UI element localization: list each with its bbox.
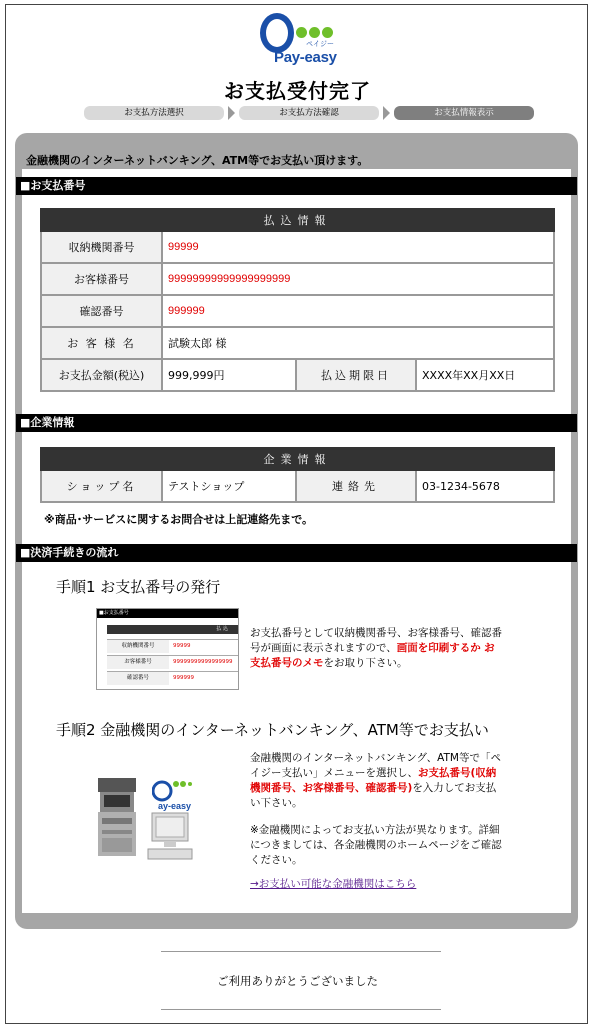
step2-title: 手順2 金融機関のインターネットバンキング、ATM等でお支払い	[56, 721, 489, 739]
value-institution-number: 99999	[162, 231, 554, 263]
thumb-bar: ■お支払番号	[97, 609, 238, 618]
step-select-method: お支払方法選択	[84, 106, 224, 120]
step2-desc-text: を入力してお支払い下さい。	[250, 782, 497, 809]
intro-text: 金融機関のインターネットバンキング、ATM等でお支払い頂けます。	[26, 154, 369, 167]
value-deadline: XXXX年XX月XX日	[416, 359, 554, 391]
value-customer-name: 試験太郎 様	[162, 327, 554, 359]
section-bar-payment-number: ■お支払番号	[16, 177, 577, 195]
logo-p-mark	[260, 13, 294, 53]
step1-desc-text: をお取り下さい。	[323, 657, 408, 669]
svg-text:ay-easy: ay-easy	[158, 801, 192, 811]
page-title: お支払受付完了	[224, 79, 371, 103]
pay-easy-logo	[258, 11, 338, 69]
label-customer-name: お 客 様 名	[41, 327, 162, 359]
progress-steps	[84, 106, 534, 122]
label-institution-number: 収納機関番号	[41, 231, 162, 263]
logo-dot	[309, 27, 320, 38]
logo-sub: ペイジー	[306, 40, 334, 48]
step1-desc-text: お支払番号として収納機関番号、お客様番号、確認番号が画面に表示されますので、	[250, 627, 502, 654]
thumb-head: 払 込	[107, 625, 238, 634]
payment-info-table	[40, 208, 555, 392]
step1-description	[250, 626, 505, 671]
table-row	[41, 470, 554, 502]
table-title: 企業情報	[41, 448, 554, 470]
step1-desc-red: 画面を印刷するか	[396, 642, 481, 654]
step2-description	[250, 751, 505, 811]
logo-text: Pay-easy	[274, 49, 337, 66]
supported-banks-link[interactable]: →お支払い可能な金融機関はこちら	[250, 878, 417, 890]
atm-icon	[96, 778, 138, 856]
label-contact: 連絡先	[296, 470, 416, 502]
thanks-message: ご利用ありがとうございました	[217, 974, 378, 988]
computer-icon	[146, 811, 194, 861]
table-row	[41, 327, 554, 359]
page-frame	[5, 4, 588, 1024]
table-row	[41, 231, 554, 263]
section-bar-company: ■企業情報	[16, 414, 577, 432]
thumb-label: お客様番号	[107, 656, 169, 669]
table-row	[41, 263, 554, 295]
thumb-label: 確認番号	[107, 672, 169, 685]
label-shop-name: ショップ名	[41, 470, 162, 502]
step1-desc-red: お支払番号のメモ	[250, 642, 495, 669]
value-customer-number: 99999999999999999999	[162, 263, 554, 295]
footer-divider	[161, 951, 441, 952]
thumb-label: 収納機関番号	[107, 640, 169, 653]
table-row	[41, 359, 554, 391]
value-contact: 03-1234-5678	[416, 470, 554, 502]
logo-dot	[322, 27, 333, 38]
inquiry-note: ※商品･サービスに関するお問合せは上記連絡先まで。	[44, 513, 313, 526]
label-amount: お支払金額(税込)	[41, 359, 162, 391]
pay-easy-small-logo-icon	[152, 778, 192, 812]
value-shop-name: テストショップ	[162, 470, 296, 502]
label-customer-number: お客様番号	[41, 263, 162, 295]
step1-title: 手順1 お支払番号の発行	[56, 578, 221, 596]
logo-dot	[296, 27, 307, 38]
step2-desc-red: お支払番号(収納機関番号、お客様番号、確認番号)	[250, 767, 497, 794]
thumb-value: 99999999999999999	[173, 659, 233, 665]
thumb-value: 99999	[173, 643, 191, 649]
table-row	[41, 295, 554, 327]
table-title: 払込情報	[41, 209, 554, 231]
step-arrow-icon	[228, 106, 235, 120]
company-info-table	[40, 447, 555, 503]
label-deadline: 払込期限日	[296, 359, 416, 391]
step-arrow-icon	[383, 106, 390, 120]
step1-screenshot-thumbnail	[96, 608, 239, 690]
thumb-row	[107, 671, 238, 685]
step-confirm-method: お支払方法確認	[239, 106, 379, 120]
footer-divider	[161, 1009, 441, 1010]
step-payment-info: お支払情報表示	[394, 106, 534, 120]
value-amount: 999,999円	[162, 359, 296, 391]
step2-desc-text: 金融機関のインターネットバンキング、ATM等で「ペイジー支払い」メニューを選択し、	[250, 752, 501, 779]
thumb-value: 999999	[173, 675, 194, 681]
thumb-row	[107, 639, 238, 653]
thumb-row	[107, 655, 238, 669]
value-confirmation-number: 999999	[162, 295, 554, 327]
section-bar-flow: ■決済手続きの流れ	[16, 544, 577, 562]
label-confirmation-number: 確認番号	[41, 295, 162, 327]
step2-note: ※金融機関によってお支払い方法が異なります。詳細につきましては、各金融機関のホームページをご確認ください。	[250, 824, 502, 866]
